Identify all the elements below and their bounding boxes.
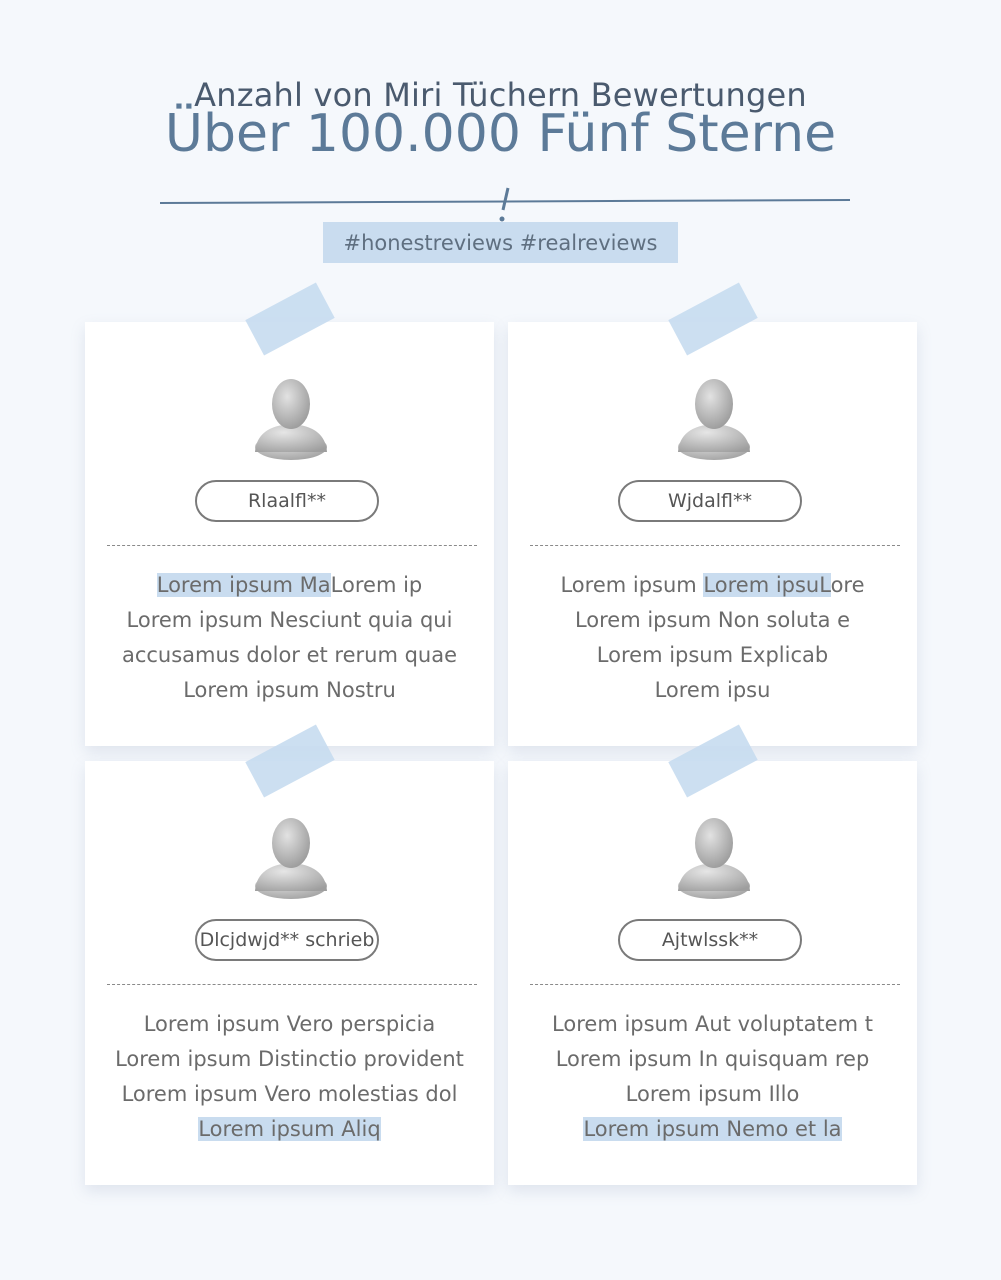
card-divider — [107, 545, 477, 546]
card-divider — [530, 545, 900, 546]
review-line: Lorem ipsum Nemo et la — [583, 1117, 842, 1141]
reviewer-name: Dlcjdwjd** schrieb — [195, 919, 379, 961]
review-line: Lorem ipsum Aut voluptatem t — [552, 1012, 873, 1036]
user-avatar-icon — [253, 374, 329, 460]
header-divider — [0, 180, 1001, 225]
review-line: Lorem ipsum Distinctio provident — [115, 1047, 464, 1071]
header — [0, 0, 1001, 280]
user-avatar-icon — [676, 374, 752, 460]
reviewer-name: Rlaalfl** — [195, 480, 379, 522]
review-line: Lorem ipsum Aliq — [198, 1117, 381, 1141]
review-card-1 — [85, 322, 494, 746]
review-line: Lorem ipsum Illo — [625, 1082, 800, 1106]
review-line: Lorem ipsum Lorem ipsuLore — [560, 573, 865, 597]
review-card-2 — [508, 322, 917, 746]
review-card-4 — [508, 761, 917, 1185]
review-line: Lorem ipsum Nostru — [183, 678, 396, 702]
review-line: Lorem ipsu — [654, 678, 771, 702]
review-text — [508, 1007, 917, 1147]
hashtag-banner: #honestreviews #realreviews — [323, 222, 678, 263]
review-line: Lorem ipsum Non soluta e — [574, 608, 851, 632]
review-line: Lorem ipsum MaLorem ip — [156, 573, 423, 597]
card-divider — [107, 984, 477, 985]
review-text — [85, 568, 494, 708]
review-line: Lorem ipsum Explicab — [596, 643, 829, 667]
review-line: Lorem ipsum Vero perspicia — [143, 1012, 436, 1036]
title-line-1: Anzahl von Miri Tüchern Bewertungen — [194, 76, 807, 114]
user-avatar-icon — [676, 813, 752, 899]
review-line: Lorem ipsum Nesciunt quia qui — [126, 608, 453, 632]
review-line: Lorem ipsum Vero molestias dol — [121, 1082, 458, 1106]
user-avatar-icon — [253, 813, 329, 899]
review-text — [85, 1007, 494, 1147]
review-text — [508, 568, 917, 708]
title-line-2: Über 100.000 Fünf Sterne — [164, 104, 837, 164]
reviewer-name: Ajtwlssk** — [618, 919, 802, 961]
card-divider — [530, 984, 900, 985]
review-line: Lorem ipsum In quisquam rep — [555, 1047, 870, 1071]
review-card-3 — [85, 761, 494, 1185]
reviewer-name: Wjdalfl** — [618, 480, 802, 522]
review-line: accusamus dolor et rerum quae — [121, 643, 458, 667]
